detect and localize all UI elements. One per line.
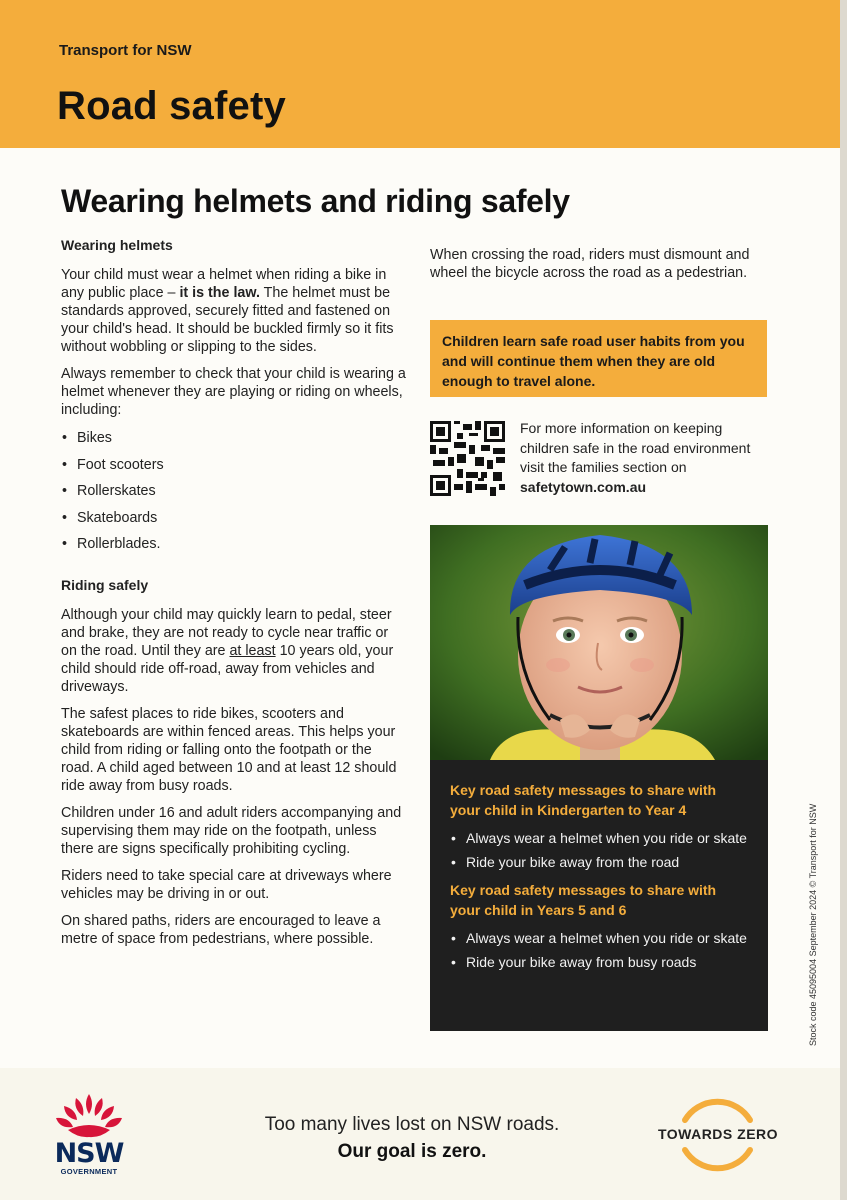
helmets-paragraph-1: Your child must wear a helmet when riding a bike in any public place – it is the law. The helmet must be standards approved, securely fitted and fastened on your child's head. It should be buckled firmly so it fits without wobbling or slipping to the sides. xyxy=(61,267,394,355)
main-heading: Wearing helmets and riding safely xyxy=(61,183,570,219)
riding-paragraph-4: Riders need to take special care at driveways where vehicles may be driving in or out. xyxy=(61,867,392,902)
list-item: • Always wear a helmet when you ride or skate xyxy=(451,830,747,846)
crossing-text: When crossing the road, riders must dismount and wheel the bicycle across the road as a pedestrian. xyxy=(430,247,750,281)
riding-paragraph-3: Children under 16 and adult riders accompanying and supervising them may ride on the footpath, unless there are signs specifically prohibiting cycling. xyxy=(61,804,402,857)
riding-heading: Riding safely xyxy=(61,576,149,593)
left-column xyxy=(61,236,406,957)
stock-code: Stock code 45095004 September 2024 © Transport for NSW xyxy=(808,803,818,1046)
key-messages-56-list xyxy=(450,928,748,972)
key-messages-box xyxy=(430,760,768,1031)
key-messages-k4-heading: Key road safety messages to share with your child in Kindergarten to Year 4 xyxy=(450,782,717,818)
nsw-government-label: GOVERNMENT xyxy=(60,1167,118,1176)
habits-callout: Children learn safe road user habits from you and will continue them when they are old enough to travel alone. xyxy=(430,320,767,397)
riding-paragraph-5: On shared paths, riders are encouraged to leave a metre of space from pedestrians, where possible. xyxy=(61,912,381,947)
helmets-paragraph-2: Always remember to check that your child is wearing a helmet whenever they are playing or riding on wheels, including: xyxy=(61,366,406,418)
list-item: • Always wear a helmet when you ride or skate xyxy=(451,930,747,946)
riding-paragraph-1: Although your child may quickly learn to pedal, steer and brake, they are not ready to cycle near traffic or on the road. Until they are at least 10 years old, your child should ride off-road, away from vehicles and driveways. xyxy=(61,606,394,695)
key-messages-56-heading: Key road safety messages to share with your child in Years 5 and 6 xyxy=(450,882,717,918)
list-item: • Bikes xyxy=(62,430,112,446)
header-banner xyxy=(0,0,840,148)
page-title: Road safety xyxy=(57,84,286,128)
law-emphasis: it is the law. xyxy=(179,285,260,301)
safetytown-link[interactable]: safetytown.com.au xyxy=(520,478,647,495)
list-item: • Rollerblades. xyxy=(62,536,161,552)
list-item: • Rollerskates xyxy=(62,483,156,499)
list-item: • Ride your bike away from busy roads xyxy=(451,954,697,970)
qr-code-icon[interactable] xyxy=(430,421,505,496)
page-edge xyxy=(840,0,847,1200)
wheels-list xyxy=(61,429,406,562)
qr-info-text: For more information on keeping children safe in the road environment visit the families section on safetytown.com.au xyxy=(520,420,751,495)
riding-paragraph-2: The safest places to ride bikes, scooters and skateboards are within fenced areas. This helps your child from riding or falling onto the footpath or the road. A child aged between 10 and at least 12 should ride away from busy roads. xyxy=(61,705,397,794)
slogan-line-2: Our goal is zero. xyxy=(337,1141,487,1162)
towards-zero-text: TOWARDS ZERO xyxy=(657,1126,779,1142)
list-item: • Foot scooters xyxy=(62,456,164,473)
agency-name: Transport for NSW xyxy=(59,42,192,59)
child-helmet-photo xyxy=(430,525,768,760)
slogan-line-1: Too many lives lost on NSW roads. xyxy=(264,1114,560,1135)
key-messages-k4-list xyxy=(450,828,748,872)
nsw-wordmark: NSW xyxy=(54,1138,124,1169)
list-item: • Skateboards xyxy=(62,509,158,526)
list-item: • Ride your bike away from the road xyxy=(451,854,680,870)
helmets-heading: Wearing helmets xyxy=(61,237,173,253)
